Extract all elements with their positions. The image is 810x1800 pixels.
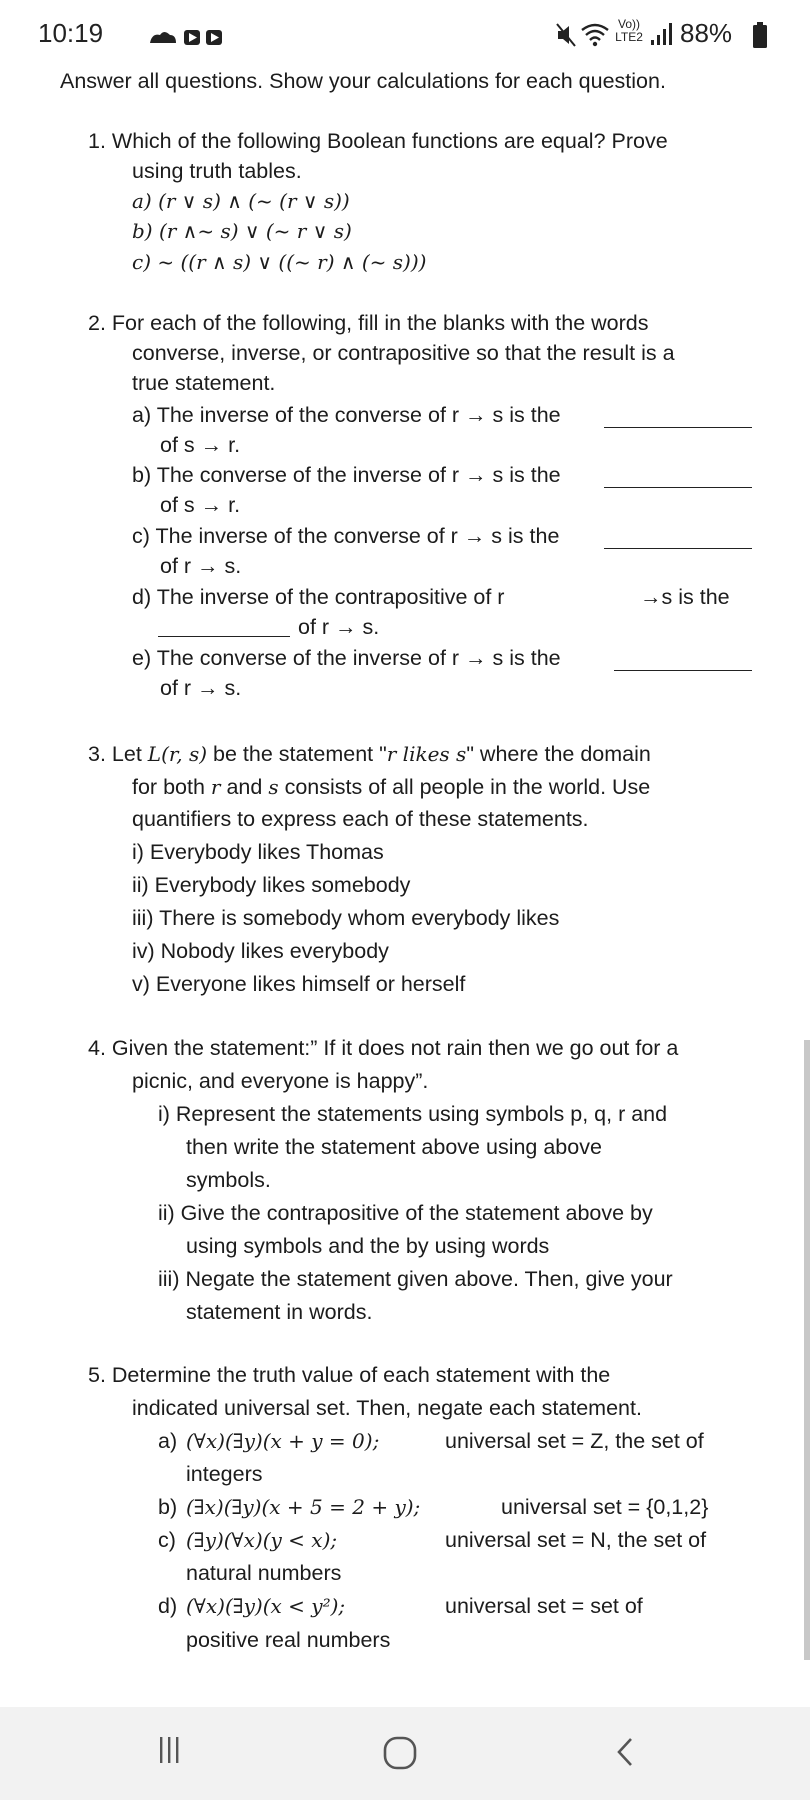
q1-text-line2: using truth tables. bbox=[132, 159, 302, 183]
status-bar bbox=[0, 0, 810, 64]
q2-item-c-cont: of r → s. bbox=[160, 554, 242, 578]
q2-item-d: d) The inverse of the contrapositive of r bbox=[132, 585, 505, 609]
q2-item-a-cont: of s → r. bbox=[160, 433, 241, 457]
q4-item-ii-line2: using symbols and the by using words bbox=[186, 1234, 550, 1258]
q5-item-c-label: c) bbox=[158, 1528, 176, 1552]
cloud-icon bbox=[150, 32, 176, 43]
q1-option-c: c) ~ ((r ∧ s) ∨ ((~ r) ∧ (~ s))) bbox=[132, 250, 427, 274]
navigation-bar bbox=[0, 1707, 810, 1800]
q2-item-e: e) The converse of the inverse of r → s is the bbox=[132, 646, 561, 670]
q2-item-c: c) The inverse of the converse of r → s is the bbox=[132, 524, 560, 548]
q2-item-a: a) The inverse of the converse of r → s is the bbox=[132, 403, 561, 427]
q5-item-d-label: d) bbox=[158, 1594, 178, 1618]
q2-text-line2: converse, inverse, or contrapositive so that the result is a bbox=[132, 341, 675, 365]
network-type: Vo)) LTE2 bbox=[615, 17, 643, 44]
q2-blank-d bbox=[158, 635, 290, 637]
q5-item-d-universal-set: universal set = set of bbox=[445, 1594, 643, 1618]
q4-text-line1: 4. Given the statement:” If it does not rain then we go out for a bbox=[88, 1036, 679, 1060]
q1-text-line1: 1. Which of the following Boolean functions are equal? Prove bbox=[88, 129, 668, 153]
q5-text-line2: indicated universal set. Then, negate each statement. bbox=[132, 1396, 642, 1420]
q4-item-i-line2: then write the statement above using above bbox=[186, 1135, 602, 1159]
q5-item-c-cont: natural numbers bbox=[186, 1561, 342, 1585]
q5-item-a-expression: (∀x)(∃y)(x + y = 0); bbox=[186, 1429, 380, 1453]
q4-item-iii-line2: statement in words. bbox=[186, 1300, 373, 1324]
status-time: 10:19 bbox=[38, 18, 104, 48]
q3-text-line2: for both r and s consists of all people in the world. Use bbox=[132, 775, 651, 799]
q2-blank-c bbox=[604, 547, 752, 549]
battery-percent: 88% bbox=[680, 18, 733, 48]
q2-item-e-cont: of r → s. bbox=[160, 676, 242, 700]
q5-item-a-universal-set: universal set = Z, the set of bbox=[445, 1429, 704, 1453]
q4-item-i-line3: symbols. bbox=[186, 1168, 271, 1192]
home-icon[interactable] bbox=[382, 1735, 418, 1771]
wifi-icon bbox=[580, 22, 610, 48]
q5-item-b-label: b) bbox=[158, 1495, 178, 1519]
q3-item-iii: iii) There is somebody whom everybody likes bbox=[132, 906, 560, 930]
q5-item-b-expression: (∃x)(∃y)(x + 5 = 2 + y); bbox=[186, 1495, 421, 1519]
q3-item-i: i) Everybody likes Thomas bbox=[132, 840, 384, 864]
q4-item-iii: iii) Negate the statement given above. Then, give your bbox=[158, 1267, 673, 1291]
q1-option-a: a) (r ∨ s) ∧ (~ (r ∨ s)) bbox=[132, 189, 350, 213]
q2-text-line1: 2. For each of the following, fill in the blanks with the words bbox=[88, 311, 649, 335]
q5-item-a-cont: integers bbox=[186, 1462, 263, 1486]
q1-option-b: b) (r ∧~ s) ∨ (~ r ∨ s) bbox=[132, 219, 352, 243]
signal-icon bbox=[650, 22, 676, 46]
q3-item-v: v) Everyone likes himself or herself bbox=[132, 972, 466, 996]
q3-item-iv: iv) Nobody likes everybody bbox=[132, 939, 389, 963]
q2-blank-e bbox=[614, 669, 752, 671]
q3-text-line1: 3. Let L(r, s) be the statement "r likes s" where the domain bbox=[88, 742, 651, 766]
q2-blank-b bbox=[604, 486, 752, 488]
q2-text-line3: true statement. bbox=[132, 371, 276, 395]
q5-text-line1: 5. Determine the truth value of each statement with the bbox=[88, 1363, 611, 1387]
q5-item-d-expression: (∀x)(∃y)(x < y²); bbox=[186, 1594, 346, 1618]
q4-item-ii: ii) Give the contrapositive of the statement above by bbox=[158, 1201, 653, 1225]
q2-item-d-end: →s is the bbox=[640, 585, 730, 609]
q4-text-line2: picnic, and everyone is happy”. bbox=[132, 1069, 429, 1093]
q3-text-line3: quantifiers to express each of these statements. bbox=[132, 807, 589, 831]
q5-item-d-cont: positive real numbers bbox=[186, 1628, 391, 1652]
q2-item-b: b) The converse of the inverse of r → s is the bbox=[132, 463, 561, 487]
q2-item-b-cont: of s → r. bbox=[160, 493, 241, 517]
intro-instructions: Answer all questions. Show your calculations for each question. bbox=[60, 69, 666, 93]
back-icon[interactable] bbox=[615, 1735, 635, 1769]
q2-item-d-cont: of r → s. bbox=[298, 615, 380, 639]
q5-item-c-universal-set: universal set = N, the set of bbox=[445, 1528, 707, 1552]
q5-item-b-universal-set: universal set = {0,1,2} bbox=[501, 1495, 709, 1519]
scrollbar[interactable] bbox=[804, 1040, 810, 1660]
recent-apps-icon[interactable] bbox=[158, 1735, 180, 1765]
q4-item-i: i) Represent the statements using symbols p, q, r and bbox=[158, 1102, 668, 1126]
q5-item-c-expression: (∃y)(∀x)(y < x); bbox=[186, 1528, 338, 1552]
mute-icon bbox=[555, 22, 577, 48]
q5-item-a-label: a) bbox=[158, 1429, 178, 1453]
q3-item-ii: ii) Everybody likes somebody bbox=[132, 873, 411, 897]
q2-blank-a bbox=[604, 426, 752, 428]
notification-icons bbox=[148, 27, 234, 47]
battery-icon bbox=[753, 22, 767, 48]
